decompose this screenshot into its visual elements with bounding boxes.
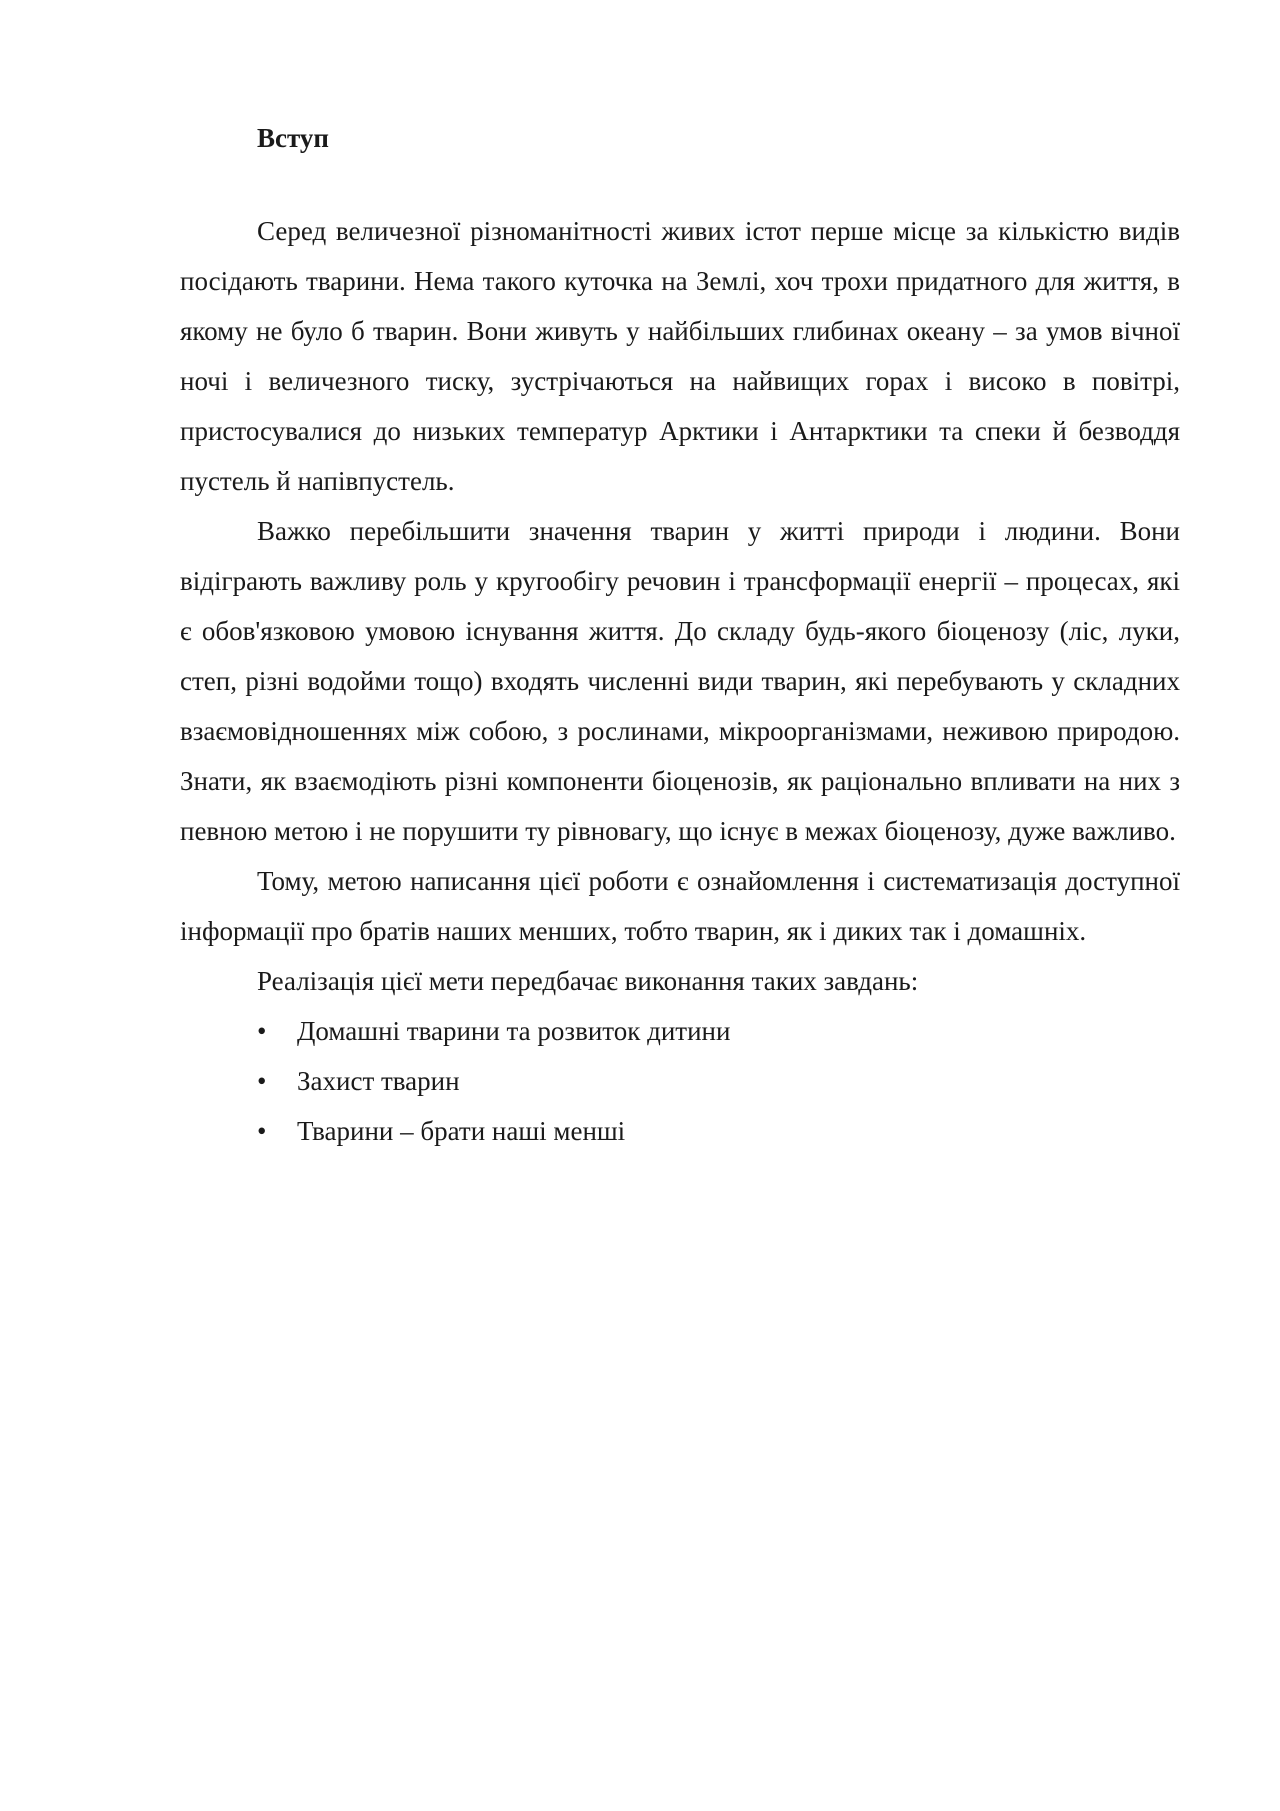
paragraph-goal: Тому, метою написання цієї роботи є ознайомлення і систематизація доступної інформації про братів наших менших, тобто тварин, як і диких так і домашніх. xyxy=(180,866,1180,946)
paragraph-importance: Важко перебільшити значення тварин у житті природи і людини. Вони відіграють важливу роль у кругообігу речовин і трансформації енергії – процесах, які є обов'язковою умовою існування життя. До складу будь-якого біоценозу (ліс, луки, степ, різні водойми тощо) входять численні види тварин, які перебувають у складних взаємовідношеннях між собою, з рослинами, мікроорганізмами, неживою природою. Знати, як взаємодіють різні компоненти біоценозів, як раціонально впливати на них з певною метою і не порушити ту рівновагу, що існує в межах біоценозу, дуже важливо. xyxy=(180,516,1180,846)
list-item-text: Захист тварин xyxy=(297,1066,460,1096)
document-body xyxy=(180,120,1180,1156)
bullet-icon: • xyxy=(257,1066,267,1096)
paragraph-intro: Серед величезної різноманітності живих істот перше місце за кількістю видів посідають тварини. Нема такого куточка на Землі, хоч трохи придатного для життя, в якому не було б тварин. Вони живуть у найбільших глибинах океану – за умов вічної ночі і величезного тиску, зустрічаються на найвищих горах і високо в повітрі, пристосувалися до низьких температур Арктики і Антарктики та спеки й безводдя пустель й напівпустель. xyxy=(180,216,1180,496)
section-heading: Вступ xyxy=(257,123,329,153)
list-item xyxy=(180,1056,1180,1106)
tasks-intro: Реалізація цієї мети передбачає виконання таких завдань: xyxy=(257,966,919,996)
list-item-text: Домашні тварини та розвиток дитини xyxy=(297,1016,731,1046)
task-list xyxy=(180,1006,1180,1156)
bullet-icon: • xyxy=(257,1016,267,1046)
list-item-text: Тварини – брати наші менші xyxy=(297,1116,626,1146)
bullet-icon: • xyxy=(257,1116,267,1146)
list-item xyxy=(180,1006,1180,1056)
list-item xyxy=(180,1106,1180,1156)
